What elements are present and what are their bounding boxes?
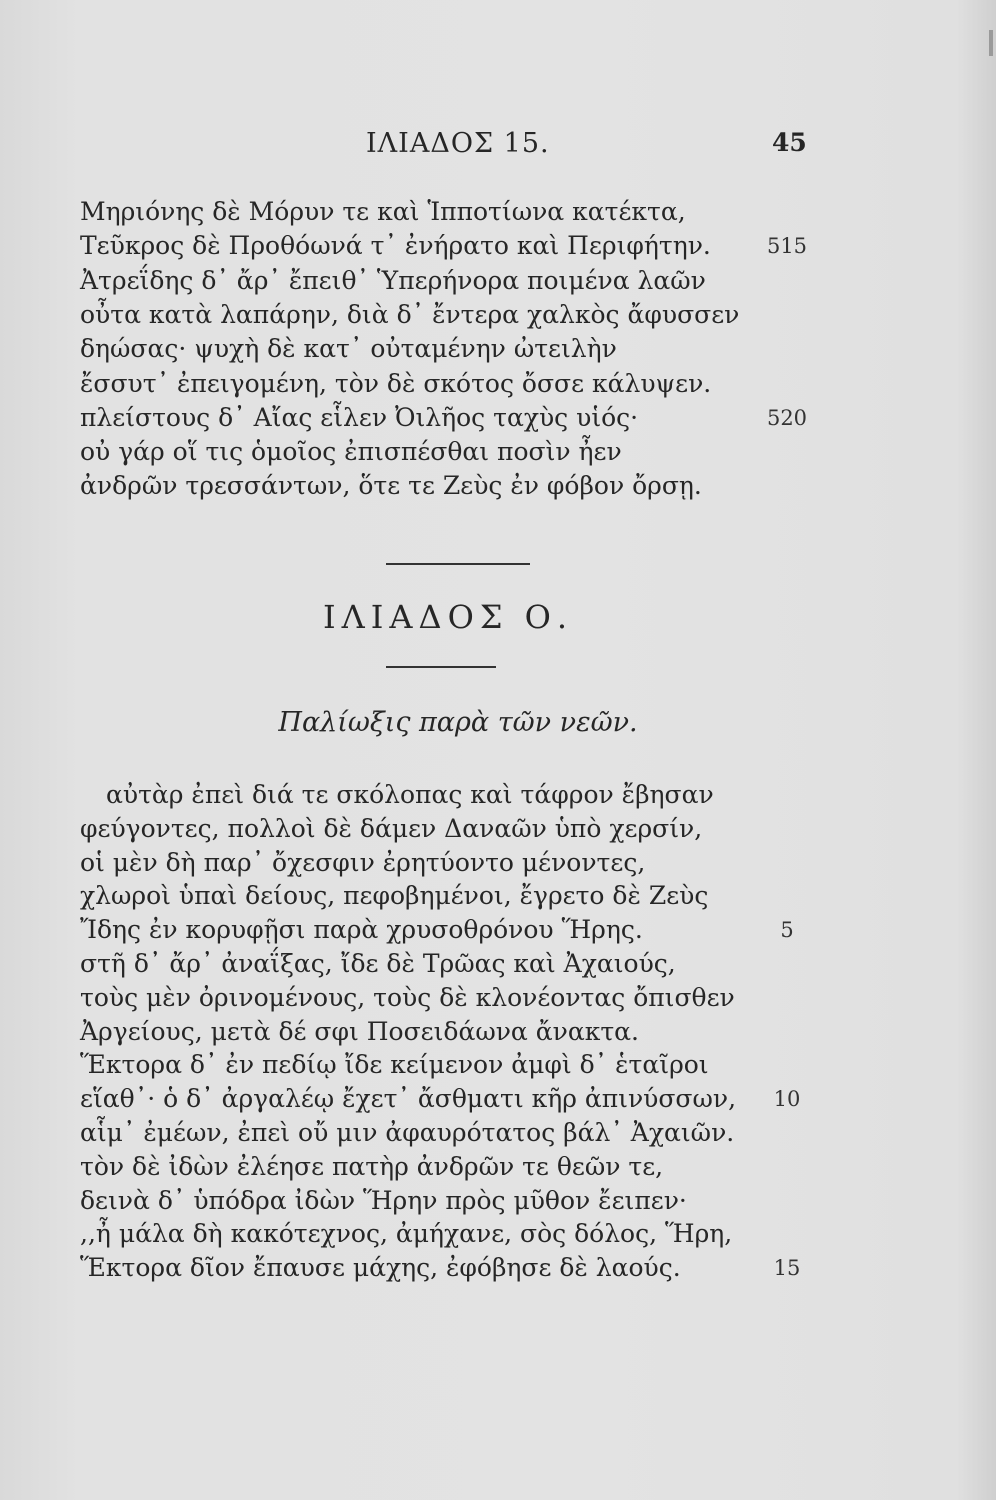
page-edge-mark xyxy=(989,30,993,56)
line-number: 10 xyxy=(773,1087,801,1112)
verse-line xyxy=(0,1150,996,1184)
verse-text: Ἕκτορα δῖον ἔπαυσε μάχης, ἐφόβησε δὲ λαούς. xyxy=(80,1253,681,1283)
verse-line xyxy=(0,778,996,812)
book-subtitle xyxy=(0,707,996,738)
line-number: 520 xyxy=(766,405,808,430)
verse-text: ἔσσυτ᾿ ἐπειγομένη, τὸν δὲ σκότος ὄσσε κάλυψεν. xyxy=(80,368,712,398)
verse-line xyxy=(0,264,996,298)
verse-text: τοὺς μὲν ὀρινομένους, τοὺς δὲ κλονέοντας ὄπισθεν xyxy=(80,982,735,1012)
book-subtitle-text: Παλίωξις παρὰ τῶν νεῶν. xyxy=(278,707,638,738)
verse-line xyxy=(0,1251,996,1285)
verse-text: εἵαθ᾿· ὁ δ᾿ ἀργαλέῳ ἔχετ᾿ ἄσθματι κῆρ ἀπινύσσων, xyxy=(80,1084,737,1114)
verse-line xyxy=(0,229,996,263)
book-heading xyxy=(0,598,996,636)
verse-text: στῆ δ᾿ ἄρ᾿ ἀναΐξας, ἴδε δὲ Τρῶας καὶ Ἀχαιούς, xyxy=(80,949,676,978)
verse-line xyxy=(0,401,996,435)
verse-text: ἀνδρῶν τρεσσάντων, ὅτε τε Ζεὺς ἐν φόβον ὄρσῃ. xyxy=(80,471,702,501)
verse-line xyxy=(0,195,996,229)
verse-text: Ἀργείους, μετὰ δέ σφι Ποσειδάωνα ἄνακτα. xyxy=(80,1016,639,1046)
verse-text: Τεῦκρος δὲ Προθόωνά τ᾿ ἐνήρατο καὶ Περιφήτην. xyxy=(80,231,711,261)
verse-line xyxy=(0,1015,996,1049)
verse-line xyxy=(0,332,996,366)
line-number: 5 xyxy=(780,918,794,943)
verse-text: πλείστους δ᾿ Αἴας εἷλεν Ὀιλῆος ταχὺς υἱός· xyxy=(80,402,639,432)
book-heading-text: ΙΛΙΑΔΟΣ Ο. xyxy=(322,598,574,636)
verse-text: Ἀτρεΐδης δ᾿ ἄρ᾿ ἔπειθ᾿ Ὑπερήνορα ποιμένα λαῶν xyxy=(80,265,706,295)
verse-line xyxy=(0,367,996,401)
verse-text: Ἴδης ἐν κορυφῇσι παρὰ χρυσοθρόνου Ἥρης. xyxy=(80,915,643,945)
separator-rule-bottom xyxy=(386,666,496,668)
verse-line xyxy=(0,1048,996,1082)
verse-line xyxy=(0,812,996,846)
verse-line xyxy=(0,1082,996,1116)
verse-text: αὐτὰρ ἐπεὶ διά τε σκόλοπας καὶ τάφρον ἔβησαν xyxy=(106,780,714,809)
running-head-title: ΙΛΙΑΔΟΣ 15. xyxy=(366,128,550,159)
verse-text: τὸν δὲ ἰδὼν ἐλέησε πατὴρ ἀνδρῶν τε θεῶν τε, xyxy=(80,1151,664,1181)
verse-line xyxy=(0,435,996,469)
page-number: 45 xyxy=(772,128,807,157)
line-number: 515 xyxy=(766,234,808,259)
verse-text: δηώσας· ψυχὴ δὲ κατ᾿ οὐταμένην ὠτειλὴν xyxy=(80,334,617,364)
verse-line xyxy=(0,469,996,503)
verse-text: φεύγοντες, πολλοὶ δὲ δάμεν Δαναῶν ὑπὸ χερσίν, xyxy=(80,813,703,843)
verse-text: δεινὰ δ᾿ ὑπόδρα ἰδὼν Ἥρην πρὸς μῦθον ἔειπεν· xyxy=(80,1185,687,1215)
line-number: 15 xyxy=(773,1256,801,1281)
verse-text: οὐ γάρ οἵ τις ὁμοῖος ἐπισπέσθαι ποσὶν ἦεν xyxy=(80,437,622,467)
verse-text: οὖτα κατὰ λαπάρην, διὰ δ᾿ ἔντερα χαλκὸς ἄφυσσεν xyxy=(80,299,740,329)
verse-line xyxy=(0,298,996,332)
verse-text: Ἕκτορα δ᾿ ἐν πεδίῳ ἴδε κείμενον ἀμφὶ δ᾿ ἑταῖροι xyxy=(80,1050,709,1080)
verse-text: Μηριόνης δὲ Μόρυν τε καὶ Ἱπποτίωνα κατέκτα, xyxy=(80,197,686,226)
verse-line xyxy=(0,913,996,947)
verse-text: αἷμ᾿ ἐμέων, ἐπεὶ οὔ μιν ἀφαυρότατος βάλ᾿ Ἀχαιῶν. xyxy=(80,1118,735,1147)
verse-line xyxy=(0,879,996,913)
verse-line xyxy=(0,1116,996,1150)
verse-line xyxy=(0,1217,996,1251)
verse-line xyxy=(0,846,996,880)
verse-text: ,,ἦ μάλα δὴ κακότεχνος, ἀμήχανε, σὸς δόλος, Ἥρη, xyxy=(80,1219,733,1249)
verse-line xyxy=(0,947,996,981)
verse-text: χλωροὶ ὑπαὶ δείους, πεφοβημένοι, ἔγρετο δὲ Ζεὺς xyxy=(80,881,709,911)
verse-text: οἱ μὲν δὴ παρ᾿ ὄχεσφιν ἐρητύοντο μένοντες, xyxy=(80,847,646,877)
verse-line xyxy=(0,981,996,1015)
separator-rule-top xyxy=(386,563,530,565)
verse-line xyxy=(0,1184,996,1218)
